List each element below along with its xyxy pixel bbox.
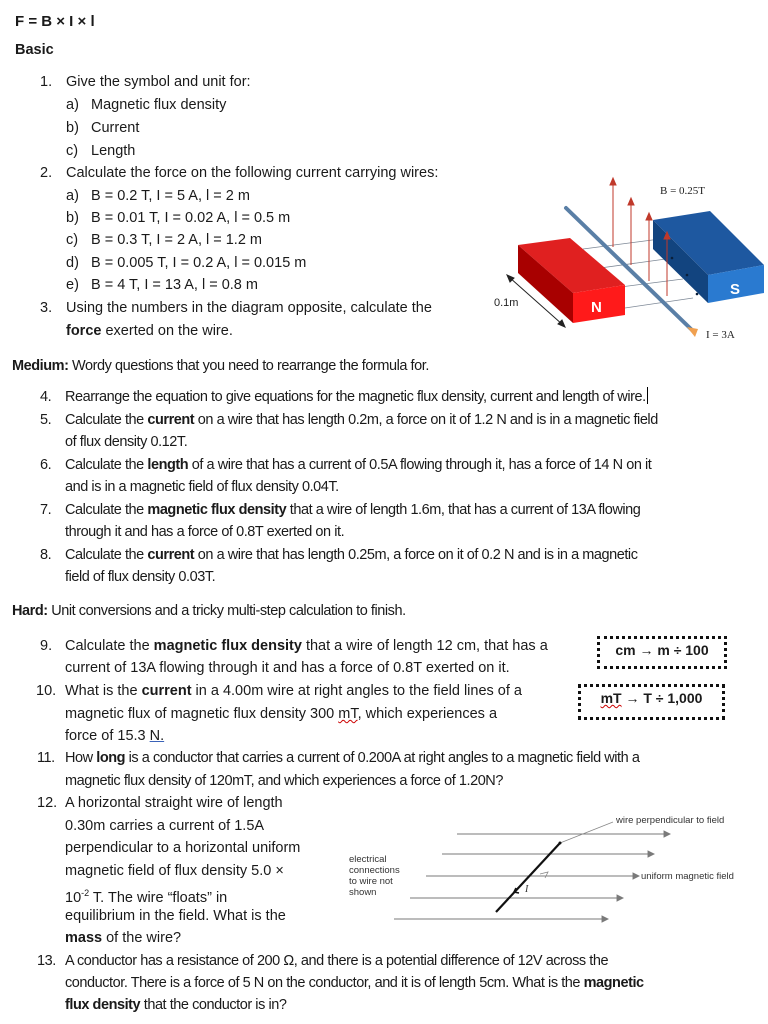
field-lines — [394, 831, 670, 922]
south-magnet — [653, 211, 764, 303]
question-number: 9. — [40, 638, 53, 654]
part-text: Length — [91, 143, 136, 159]
question-3-line-2 — [66, 320, 233, 343]
question-text: on a wire that has length 0.2m, a force on it of 1.2 N and is in a magnetic field — [194, 412, 658, 428]
bold-term: magnetic flux density — [147, 502, 287, 518]
question-7 — [40, 499, 641, 522]
question-number: 7. — [40, 502, 52, 518]
part-label: a) — [66, 97, 79, 113]
question-12-line-6: equilibrium in the field. What is the — [65, 908, 286, 924]
question-number: 3. — [40, 300, 53, 316]
part-label: d) — [66, 255, 79, 271]
bold-term: magnetic flux density — [153, 638, 302, 654]
part-text: B = 0.01 T, I = 0.02 A, l = 0.5 m — [91, 210, 291, 226]
question-text: T. The wire “floats” in — [89, 889, 228, 906]
wire-perpendicular-label: wire perpendicular to field — [616, 815, 725, 826]
question-9 — [40, 635, 548, 658]
question-5-line-2: of flux density 0.12T. — [65, 434, 188, 450]
question-text: magnetic flux of magnetic flux density 300 — [65, 706, 339, 722]
question-text: is a conductor that carries a current of 0.200A at right angles to a magnetic field with a — [125, 750, 640, 766]
question-text: Calculate the force on the following current carrying wires: — [66, 165, 439, 181]
question-text: Calculate the — [65, 638, 154, 654]
bold-term: current — [147, 547, 195, 563]
question-9-line-2: current of 13A flowing through it and has a force of 0.8T exerted on it. — [65, 660, 510, 676]
question-number: 2. — [40, 165, 53, 181]
south-label: S — [730, 281, 741, 298]
question-text: A horizontal straight wire of length — [65, 795, 283, 811]
question-text: conductor. There is a force of 5 N on the conductor, and it is of length 5cm. What is the — [65, 975, 584, 991]
q1-part-c — [66, 140, 136, 163]
length-label: 0.1m — [494, 297, 519, 309]
bold-term: flux density — [65, 997, 141, 1013]
question-3 — [40, 297, 432, 320]
question-1 — [40, 71, 251, 94]
q2-part-c — [66, 229, 263, 252]
heading-text: Unit conversions and a tricky multi-step calculation to finish. — [47, 603, 406, 619]
question-number: 5. — [40, 412, 52, 428]
question-10-line-2 — [65, 703, 497, 726]
heading-bold: Hard: — [12, 603, 48, 619]
medium-heading — [12, 355, 429, 378]
part-text: B = 0.005 T, I = 0.2 A, l = 0.015 m — [91, 255, 307, 271]
question-13 — [37, 950, 609, 973]
question-6-line-2: and is in a magnetic field of flux density 0.04T. — [65, 479, 339, 495]
question-text: Give the symbol and unit for: — [66, 74, 251, 90]
exponent: -2 — [81, 888, 90, 898]
part-text: B = 4 T, I = 13 A, l = 0.8 m — [91, 277, 258, 293]
question-13-line-3 — [65, 994, 286, 1017]
pointer-dot — [559, 842, 562, 845]
question-text: that a wire of length 1.6m, that has a current of 13A flowing — [286, 502, 641, 518]
heading-text: Wordy questions that you need to rearrange the formula for. — [68, 358, 429, 374]
question-text: Calculate the — [65, 547, 148, 563]
question-4 — [40, 386, 646, 409]
wire-tip-icon — [687, 327, 698, 337]
question-12-line-7 — [65, 927, 181, 950]
magnet-diagram — [488, 165, 768, 345]
conversion-box-cm — [597, 636, 727, 669]
current-label: I — [525, 884, 529, 895]
connections-label-1: electrical — [349, 854, 387, 865]
uniform-field-diagram — [340, 800, 768, 930]
spellcheck-word: mT — [338, 706, 358, 722]
q2-part-b — [66, 207, 291, 230]
question-number: 11. — [37, 750, 55, 766]
question-8 — [40, 544, 638, 567]
question-text: on a wire that has length 0.25m, a force on it of 0.2 N and is in a magnetic — [194, 547, 638, 563]
question-10 — [36, 680, 522, 703]
question-text: force of 15.3 — [65, 728, 150, 744]
bold-term: current — [141, 683, 192, 699]
label-pointer — [560, 822, 613, 843]
part-label: e) — [66, 277, 79, 293]
question-text: of the wire? — [102, 930, 182, 946]
grammar-flag-word: N. — [149, 728, 165, 744]
connections-label-3: to wire not — [349, 876, 393, 887]
question-7-line-2: through it and has a force of 0.8T exerted on it. — [65, 524, 345, 540]
question-number: 6. — [40, 457, 52, 473]
question-number: 13. — [37, 953, 56, 969]
question-11-line-2: magnetic flux density of 120mT, and which experiences a force of 1.20N? — [65, 773, 503, 789]
question-text: Using the numbers in the diagram opposite, calculate the — [66, 300, 432, 316]
part-label: b) — [66, 120, 79, 136]
part-text: Current — [91, 120, 140, 136]
part-label: c) — [66, 143, 79, 159]
bold-term: current — [147, 412, 195, 428]
question-text: What is the — [65, 683, 142, 699]
q2-part-e — [66, 274, 258, 297]
question-text: in a 4.00m wire at right angles to the field lines of a — [191, 683, 522, 699]
question-text: exerted on the wire. — [101, 323, 233, 339]
flux-density-label: B = 0.25T — [660, 185, 706, 197]
question-12 — [37, 792, 283, 815]
question-number: 4. — [40, 389, 52, 405]
question-text: , which experiences a — [357, 706, 498, 722]
text-cursor — [647, 387, 648, 404]
connections-label-4: shown — [349, 887, 377, 898]
part-label: b) — [66, 210, 79, 226]
bold-term: length — [147, 457, 189, 473]
q1-part-a — [66, 94, 227, 117]
question-2 — [40, 162, 439, 185]
question-8-line-2: field of flux density 0.03T. — [65, 569, 216, 585]
question-number: 8. — [40, 547, 52, 563]
question-12-line-2: 0.30m carries a current of 1.5A — [65, 818, 265, 834]
question-5 — [40, 409, 658, 432]
right-angle-icon — [540, 872, 548, 878]
part-text: B = 0.2 T, I = 5 A, l = 2 m — [91, 188, 250, 204]
question-text: that the conductor is in? — [140, 997, 287, 1013]
question-number: 1. — [40, 74, 53, 90]
part-text: B = 0.3 T, I = 2 A, l = 1.2 m — [91, 232, 263, 248]
hard-heading — [12, 600, 406, 623]
conversion-box-mt — [578, 684, 725, 720]
formula-heading: F = B × I × l — [15, 13, 95, 30]
question-text: of a wire that has a current of 0.5A flowing through it, has a force of 14 N on it — [188, 457, 652, 473]
conversion-text: cm → m ÷ 100 — [615, 642, 709, 658]
bold-term: magnetic — [583, 975, 644, 991]
q2-part-a — [66, 185, 250, 208]
bold-term: force — [66, 323, 102, 339]
basic-heading: Basic — [15, 42, 54, 58]
question-6 — [40, 454, 652, 477]
bold-term: long — [96, 750, 126, 766]
question-12-line-3: perpendicular to a horizontal uniform — [65, 840, 301, 856]
question-number: 12. — [37, 795, 58, 811]
q2-part-d — [66, 252, 307, 275]
q1-part-b — [66, 117, 140, 140]
north-label: N — [591, 299, 602, 316]
part-label: c) — [66, 232, 79, 248]
question-number: 10. — [36, 683, 57, 699]
question-12-line-4: magnetic field of flux density 5.0 × — [65, 863, 284, 879]
question-text: Calculate the — [65, 457, 148, 473]
question-11 — [37, 747, 640, 770]
uniform-field-label: uniform magnetic field — [641, 871, 734, 882]
part-label: a) — [66, 188, 79, 204]
question-13-line-2 — [65, 972, 644, 995]
conversion-unit: mT — [600, 690, 622, 706]
question-text: Calculate the — [65, 502, 148, 518]
question-text: Calculate the — [65, 412, 148, 428]
question-10-line-3 — [65, 725, 164, 748]
heading-bold: Medium: — [12, 358, 69, 374]
question-text: that a wire of length 12 cm, that has a — [301, 638, 548, 654]
exponent-base: 10 — [65, 889, 82, 906]
question-text: Rearrange the equation to give equations for the magnetic flux density, current and length of wire. — [65, 389, 646, 405]
question-text: A conductor has a resistance of 200 Ω, and there is a potential difference of 12V across the — [65, 953, 609, 969]
part-text: Magnetic flux density — [91, 97, 227, 113]
connections-label-2: connections — [349, 865, 400, 876]
wire — [496, 843, 560, 912]
question-text: How — [65, 750, 97, 766]
current-label: I = 3A — [706, 329, 735, 341]
conversion-text: → T ÷ 1,000 — [621, 690, 703, 706]
bold-term: mass — [65, 930, 103, 946]
